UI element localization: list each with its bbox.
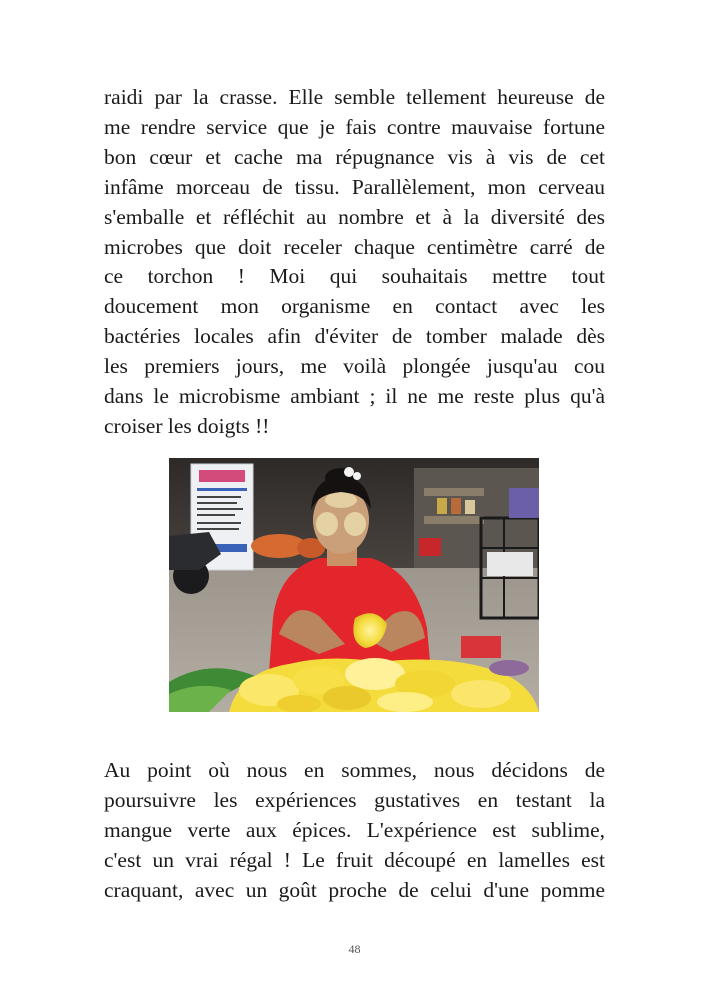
paragraph-2: [104, 756, 605, 906]
text-line: bactéries locales afin d'éviter de tomber malade dès: [104, 324, 605, 349]
text-line: poursuivre les expériences gustatives en testant la: [104, 787, 605, 812]
text-line: croiser les doigts !!: [104, 413, 270, 438]
text-line: s'emballe et réfléchit au nombre et à la diversité des: [104, 204, 605, 229]
text-line: dans le microbisme ambiant ; il ne me reste plus qu'à: [104, 384, 605, 409]
text-line: les premiers jours, me voilà plongée jusqu'au cou: [104, 354, 605, 379]
page-number: 48: [348, 942, 361, 956]
text-line: ce torchon ! Moi qui souhaitais mettre tout: [104, 264, 605, 289]
text-line: bon cœur et cache ma répugnance vis à vis de cet: [104, 144, 605, 169]
text-line: raidi par la crasse. Elle semble tellement heureuse de: [104, 85, 605, 109]
text-line: doucement mon organisme en contact avec les: [104, 294, 605, 319]
text-line: mangue verte aux épices. L'expérience est sublime,: [104, 817, 605, 842]
text-line: craquant, avec un goût proche de celui d'une pomme: [104, 877, 605, 902]
text-line: c'est un vrai régal ! Le fruit découpé en lamelles est: [104, 847, 605, 872]
paragraph-1: [104, 83, 605, 442]
text-line: me rendre service que je fais contre mauvaise fortune: [104, 114, 605, 139]
text-line: Au point où nous en sommes, nous décidons de: [104, 758, 605, 782]
text-line: infâme morceau de tissu. Parallèlement, mon cerveau: [104, 174, 605, 199]
market-vendor-photo: [169, 458, 539, 712]
text-line: microbes que doit receler chaque centimètre carré de: [104, 234, 605, 259]
